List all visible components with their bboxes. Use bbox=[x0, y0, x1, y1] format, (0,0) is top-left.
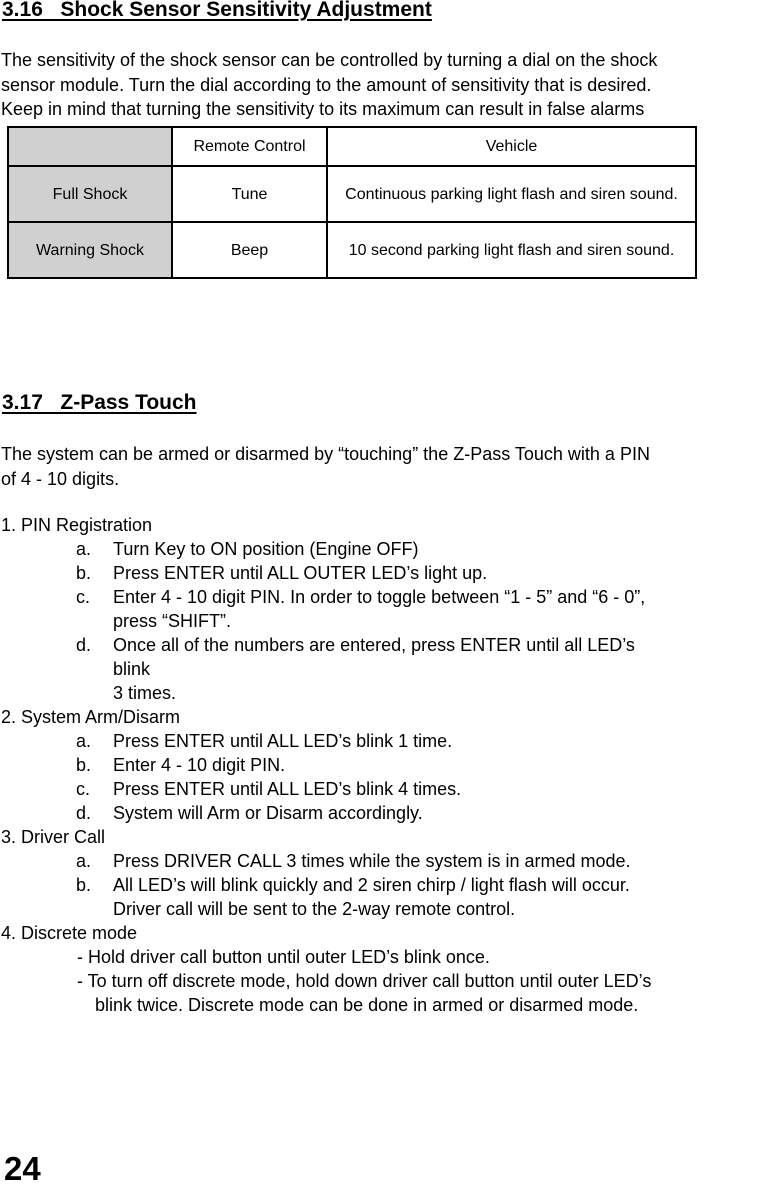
step-text: Press ENTER until ALL LED’s blink 1 time. bbox=[113, 731, 453, 751]
section-3-17-heading: 3.17 Z-Pass Touch bbox=[2, 391, 197, 414]
step-marker: c. bbox=[76, 587, 91, 607]
step-text: blink bbox=[113, 659, 151, 679]
step-text: Press DRIVER CALL 3 times while the system is in armed mode. bbox=[113, 851, 631, 871]
step-marker: d. bbox=[76, 635, 92, 655]
list-step bbox=[1, 753, 651, 777]
list-dash-item: - Hold driver call button until outer LED’s blink once. bbox=[77, 947, 490, 967]
list-step bbox=[1, 729, 651, 753]
step-text: Turn Key to ON position (Engine OFF) bbox=[113, 539, 419, 559]
list-item-title: 2. System Arm/Disarm bbox=[1, 707, 181, 727]
z-pass-instructions bbox=[1, 513, 651, 1017]
list-step bbox=[1, 801, 651, 825]
step-marker: b. bbox=[76, 563, 92, 583]
table-header-cell: Vehicle bbox=[327, 127, 696, 166]
paragraph-line: of 4 - 10 digits. bbox=[1, 468, 120, 489]
step-marker: c. bbox=[76, 779, 91, 799]
table-row-label: Warning Shock bbox=[8, 222, 172, 278]
list-step bbox=[1, 873, 651, 921]
step-text: Press ENTER until ALL LED’s blink 4 times. bbox=[113, 779, 462, 799]
step-marker: a. bbox=[76, 539, 92, 559]
step-text: Press ENTER until ALL OUTER LED’s light up. bbox=[113, 563, 488, 583]
step-text: press “SHIFT”. bbox=[113, 611, 232, 631]
list-step bbox=[1, 777, 651, 801]
list-item-title: 1. PIN Registration bbox=[1, 515, 153, 535]
section-3-16-paragraph bbox=[1, 48, 657, 122]
step-text: Enter 4 - 10 digit PIN. In order to toggle between “1 - 5” and “6 - 0”, bbox=[113, 587, 646, 607]
list-step bbox=[1, 585, 651, 633]
table-cell: Beep bbox=[172, 222, 327, 278]
table-row-label: Full Shock bbox=[8, 166, 172, 222]
paragraph-line: sensor module. Turn the dial according to the amount of sensitivity that is desired. bbox=[1, 74, 652, 95]
list-item-title: 3. Driver Call bbox=[1, 827, 106, 847]
paragraph-line: The system can be armed or disarmed by “touching” the Z-Pass Touch with a PIN bbox=[1, 444, 650, 464]
table-header-row bbox=[8, 127, 696, 166]
shock-sensitivity-table bbox=[7, 126, 697, 279]
table-corner-cell bbox=[8, 127, 172, 166]
list-dash-item: - To turn off discrete mode, hold down driver call button until outer LED’s bbox=[77, 971, 652, 991]
step-text: All LED’s will blink quickly and 2 siren chirp / light flash will occur. bbox=[113, 875, 630, 895]
list-step bbox=[1, 561, 651, 585]
table-row bbox=[8, 222, 696, 278]
step-marker: a. bbox=[76, 851, 92, 871]
step-text: System will Arm or Disarm accordingly. bbox=[113, 803, 423, 823]
step-text: Enter 4 - 10 digit PIN. bbox=[113, 755, 286, 775]
table-header-cell: Remote Control bbox=[172, 127, 327, 166]
list-step bbox=[1, 633, 651, 705]
page-number: 24 bbox=[4, 1150, 41, 1187]
step-marker: b. bbox=[76, 875, 92, 895]
section-3-16-heading: 3.16 Shock Sensor Sensitivity Adjustment bbox=[2, 0, 432, 21]
step-text: Driver call will be sent to the 2-way remote control. bbox=[113, 899, 516, 919]
step-marker: d. bbox=[76, 803, 92, 823]
section-3-17-paragraph bbox=[1, 442, 650, 491]
table-cell: Tune bbox=[172, 166, 327, 222]
step-text: 3 times. bbox=[113, 683, 177, 703]
list-dash-item-continued: blink twice. Discrete mode can be done in armed or disarmed mode. bbox=[95, 995, 639, 1015]
table-cell: Continuous parking light flash and siren sound. bbox=[327, 166, 696, 222]
step-marker: b. bbox=[76, 755, 92, 775]
list-item-title: 4. Discrete mode bbox=[1, 923, 138, 943]
list-step bbox=[1, 849, 651, 873]
table-cell: 10 second parking light flash and siren sound. bbox=[327, 222, 696, 278]
step-text: Once all of the numbers are entered, press ENTER until all LED’s bbox=[113, 635, 635, 655]
paragraph-line: Keep in mind that turning the sensitivity to its maximum can result in false alarms bbox=[1, 99, 645, 119]
table-row bbox=[8, 166, 696, 222]
paragraph-line: The sensitivity of the shock sensor can be controlled by turning a dial on the shock bbox=[1, 50, 658, 70]
list-step bbox=[1, 537, 651, 561]
step-marker: a. bbox=[76, 731, 92, 751]
